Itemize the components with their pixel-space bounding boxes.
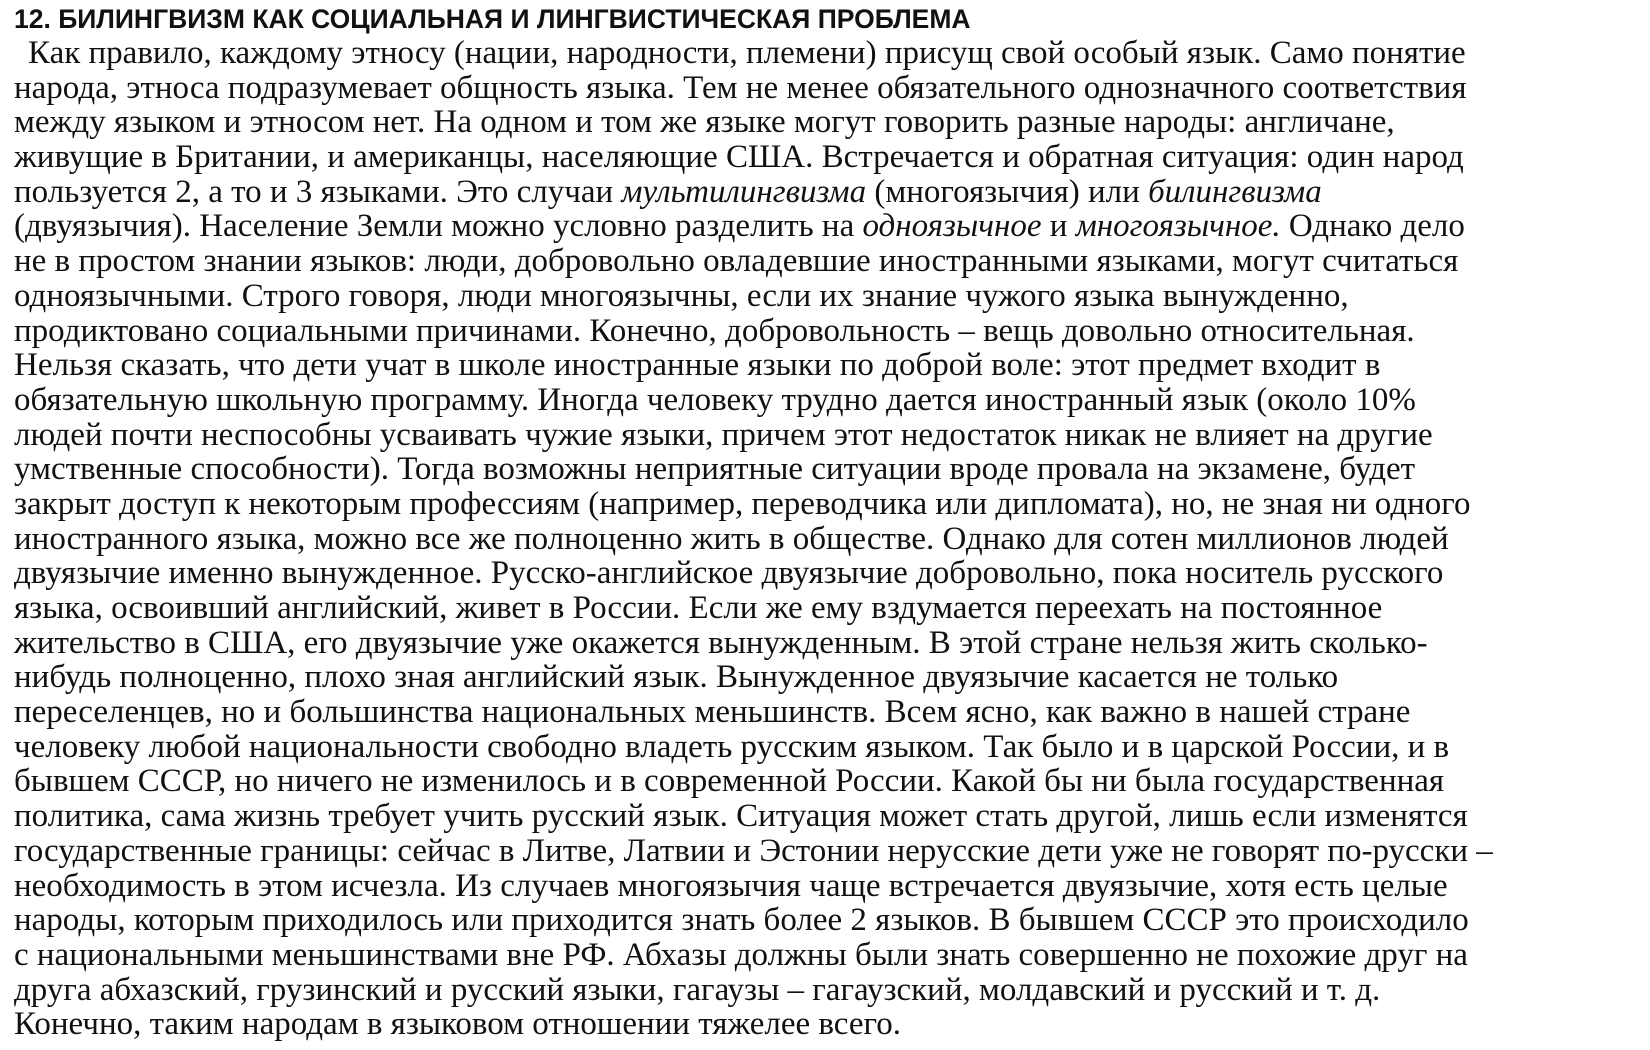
text-line: Как правило, каждому этносу (нации, народности, племени) присущ свой особый язык. Само понятие [28,35,1466,71]
text-line: народы, которым приходилось или приходится знать более 2 языков. В бывшем СССР это происходило [14,902,1469,939]
text-line: Конечно, таким народам в языковом отношении тяжелее всего. [14,1006,901,1043]
text-line: с национальными меньшинствами вне РФ. Абхазы должны были знать совершенно не похожие друг на [14,936,1468,973]
text-run: пользуется 2, а то и 3 языками. Это случаи [14,173,622,210]
text-line: иностранного языка, можно все же полноценно жить в обществе. Однако для сотен миллионов людей [14,520,1449,557]
section-heading: 12. БИЛИНГВИЗМ КАК СОЦИАЛЬНАЯ И ЛИНГВИСТИЧЕСКАЯ ПРОБЛЕМА [14,4,971,34]
text-line: бывшем СССР, но ничего не изменилось и в современной России. Какой бы ни была государственная [14,763,1445,800]
text-line: нибудь полноценно, плохо зная английский язык. Вынужденное двуязычие касается не только [14,659,1339,696]
text-line: живущие в Британии, и американцы, населяющие США. Встречается и обратная ситуация: один народ [14,139,1464,176]
text-line: между языком и этносом нет. На одном и том же языке могут говорить разные народы: англичане, [14,104,1395,141]
text-line: одноязычными. Строго говоря, люди многоязычны, если их знание чужого языка вынужденно, [14,277,1349,314]
text-line: политика, сама жизнь требует учить русский язык. Ситуация может стать другой, лишь если изменятся [14,798,1468,835]
italic-term: одноязычное [862,208,1042,245]
text-line: народа, этноса подразумевает общность языка. Тем не менее обязательного однозначного соответствия [14,69,1467,106]
text-line: жительство в США, его двуязычие уже окажется вынужденным. В этой стране нельзя жить сколько- [14,624,1428,661]
text-line: необходимость в этом исчезла. Из случаев многоязычия чаще встречается двуязычие, хотя есть целые [14,867,1448,904]
text-line: закрыт доступ к некоторым профессиям (например, переводчика или дипломата), но, не зная ни одного [14,485,1471,522]
text-line: обязательную школьную программу. Иногда человеку трудно дается иностранный язык (около 10% [14,381,1416,418]
italic-term: многоязычное. [1075,208,1281,245]
text-run: и [1041,208,1076,245]
document-page [14,2,1636,1042]
text-line: Нельзя сказать, что дети учат в школе иностранные языки по доброй воле: этот предмет входит в [14,347,1381,384]
text-line: продиктовано социальными причинами. Конечно, добровольность – вещь довольно относительная. [14,312,1415,349]
text-line: друга абхазский, грузинский и русский языки, гагаузы – гагаузский, молдавский и русский и т. д. [14,971,1381,1008]
italic-term: мультилингвизма [621,173,867,210]
body-paragraph [14,36,1636,1042]
text-line [14,209,1636,244]
text-line: языка, освоивший английский, живет в России. Если же ему вздумается переехать на постоянное [14,590,1383,626]
text-line [14,175,1636,210]
text-line: умственные способности). Тогда возможны неприятные ситуации вроде провала на экзамене, будет [14,451,1416,488]
text-line: не в простом знании языков: люди, добровольно овладевшие иностранными языками, могут считаться [14,243,1459,280]
text-run: Однако дело [1280,208,1465,245]
italic-term: билингвизма [1148,173,1322,210]
text-line: двуязычие именно вынужденное. Русско-английское двуязычие добровольно, пока носитель русского [14,555,1444,592]
text-line: человеку любой национальности свободно владеть русским языком. Так было и в царской России, и в [14,728,1450,765]
text-run: (многоязычия) или [866,173,1149,210]
text-line: государственные границы: сейчас в Литве, Латвии и Эстонии нерусские дети уже не говорят по-русски – [14,832,1493,869]
text-run: (двуязычия). Население Земли можно условно разделить на [14,208,863,245]
text-line: людей почти неспособны усваивать чужие языки, причем этот недостаток никак не влияет на другие [14,416,1433,453]
text-line: переселенцев, но и большинства национальных меньшинств. Всем ясно, как важно в нашей стране [14,694,1411,731]
